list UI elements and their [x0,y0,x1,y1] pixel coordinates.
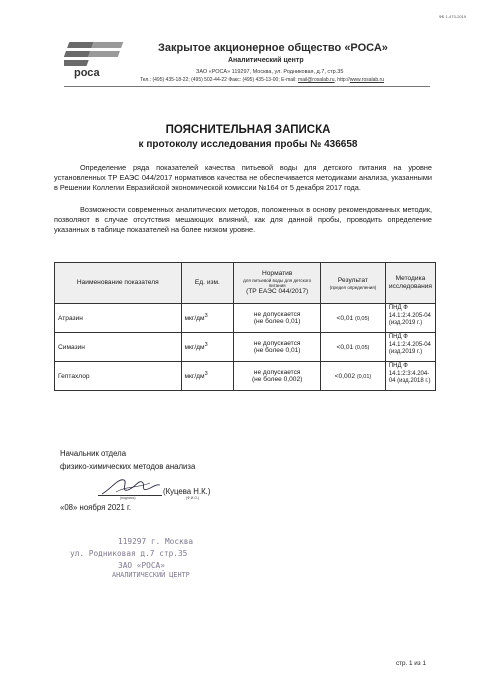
row-name: Гептахлор [55,362,182,391]
row-method: ПНД Ф 14.1:2:3:4.204-04 (изд.2018 г.) [385,362,435,391]
row-unit [181,333,234,362]
signer-name: (Куцева Н.К.) [163,487,211,496]
col-name-header: Наименование показателя [55,263,182,304]
col-unit-header: Ед. изм. [181,263,234,304]
contacts-middle: , http:// [334,77,350,83]
fio-caption: (Ф.И.О.) [186,496,200,500]
table-header-row [55,263,436,304]
signer-position-line-1: Начальник отдела [60,449,127,458]
stamp-line-2: ул. Родниковая д.7 стр.35 [70,549,188,558]
norm-header-mid: для питьевой воды для детского питания [243,278,312,288]
norm-line-1: не допускается [253,340,301,347]
stamp-line-1: 119297 г. Москва [118,537,194,546]
page-number: стр. 1 из 1 [396,660,426,667]
logo-text: роса [74,67,100,79]
page-title: ПОЯСНИТЕЛЬНАЯ ЗАПИСКА [165,124,331,136]
norm-line-1: не допускается [253,369,301,376]
results-table [54,262,436,391]
col-result-header [321,263,386,304]
unit-text: мкг/дм [184,344,205,352]
company-subtitle: Аналитический центр [228,57,304,64]
result-header-top: Результат [337,276,368,284]
row-name: Симазин [55,333,182,362]
stamp-line-3: ЗАО «РОСА» [118,561,165,570]
result-detail: (0,05) [355,344,370,351]
signature-caption: (подпись) [120,496,136,500]
row-name: Атразин [55,304,182,333]
row-method: ПНД Ф 14.1:2:4.205-04 (изд.2019 г.) [385,304,435,333]
row-norm [234,362,321,391]
table-row [55,304,436,333]
result-detail: (0,01) [356,373,372,380]
unit-text: мкг/дм [184,373,205,381]
norm-line-2: (не более 0,002) [251,376,303,383]
stamp-line-4: АНАЛИТИЧЕСКИЙ ЦЕНТР [112,571,190,579]
signer-position-line-2: физико-химических методов анализа [60,462,196,471]
page-subtitle: к протоколу исследования пробы № 436658 [138,139,358,150]
norm-line-2: (не более 0,01) [253,318,301,325]
result-header-bottom: (предел определения) [329,284,377,290]
norm-header-bottom: (ТР ЕАЭС 044/2017) [246,288,309,295]
norm-line-2: (не более 0,01) [253,347,301,354]
col-method-header: Методика исследования [385,263,435,304]
unit-sup: 3 [204,371,208,378]
organization-stamp [60,537,210,587]
company-contacts [140,77,384,83]
document-code: ФБ 1-473-2019 [438,14,466,19]
result-value: <0,01 [336,343,354,351]
norm-header-top: Норматив [261,270,293,277]
result-value: <0,002 [334,372,355,380]
rosa-logo [64,40,132,80]
paragraph-1: Определение ряда показателей качества питьевой воды для детского питания на уровне установленных ТР ЕАЭС 044/2017 нормативов качества не обеспечивается методиками анализа, указанными в Решении Коллегии Евразийской экономической комиссии №164 от 5 декабря 2017 года. [54,163,432,192]
table-row [55,333,436,362]
row-method: ПНД Ф 14.1:2:4.205-04 (изд.2019 г.) [385,333,435,362]
table-row [55,362,436,391]
col-norm-header [234,263,321,304]
row-result [321,304,386,333]
header-divider [64,86,430,87]
unit-sup: 3 [204,342,208,349]
row-unit [181,362,234,391]
row-result [321,362,386,391]
email-link[interactable]: mail@rosalab.ru [298,77,335,83]
company-address: ЗАО «РОСА» 119297, Москва, ул. Родниковая, д.7, стр.35 [196,69,344,75]
result-value: <0,01 [336,314,354,322]
norm-line-1: не допускается [253,311,301,318]
row-norm [234,333,321,362]
paragraph-2: Возможности современных аналитических методов, положенных в основу рекомендованных методик, позволяют в случае отсутствия мешающих влияний, как для данной пробы, проводить определение указанных в таблице показателей на более низком уровне. [54,205,432,234]
website-link[interactable]: www.rosalab.ru [349,77,385,83]
result-detail: (0,05) [355,315,370,322]
row-result [321,333,386,362]
unit-text: мкг/дм [184,315,205,323]
contacts-prefix: Тел.: (495) 435-18-22; (495) 502-44-22 Факс: (495) 435-13-00; E-mail: [140,77,299,83]
company-name: Закрытое акционерное общество «РОСА» [158,42,388,54]
row-unit [181,304,234,333]
row-norm [234,304,321,333]
unit-sup: 3 [204,313,208,320]
signature-date: «08» ноября 2021 г. [60,503,132,512]
